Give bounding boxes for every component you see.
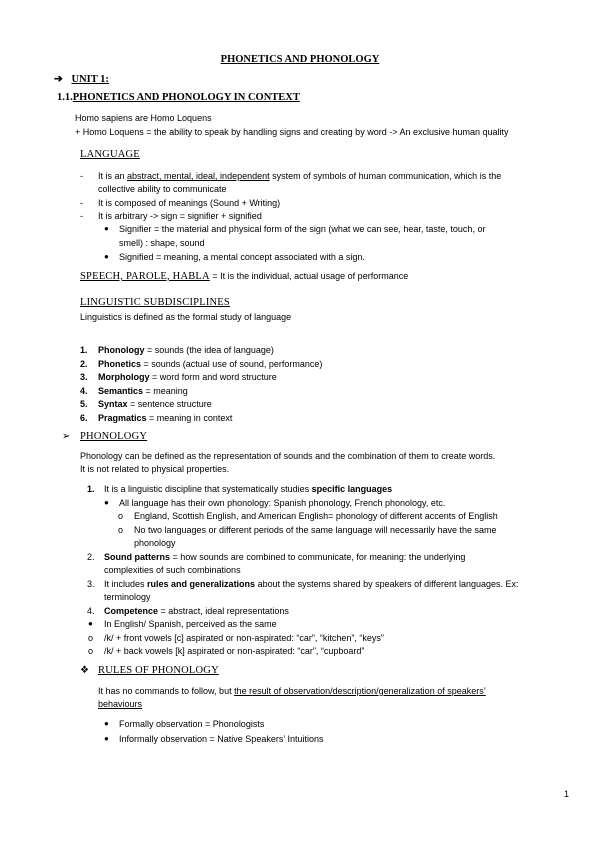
language-item-1: It is an abstract, mental, ideal, independent system of symbols of human communication, which is the — [98, 171, 502, 181]
signifier-item-cont: smell) : shape, sound — [119, 238, 205, 248]
phonology-point-4: Competence = abstract, ideal representations — [104, 606, 289, 616]
rules-heading: RULES OF PHONOLOGY — [98, 665, 219, 676]
subdiscipline-item: 5. Syntax = sentence structure — [80, 399, 212, 409]
section-heading — [57, 92, 300, 104]
dash-bullet: - — [80, 198, 83, 208]
phonology-point-2: Sound patterns = how sounds are combined to communicate, for meaning: the underlying — [104, 552, 466, 562]
language-item-2: It is composed of meanings (Sound + Writing) — [98, 198, 281, 208]
list-number: 1. — [87, 484, 95, 494]
subdiscipline-item: 4. Semantics = meaning — [80, 386, 188, 396]
circle-bullet-icon: o — [118, 525, 124, 535]
language-item-1-cont: collective ability to communicate — [98, 184, 227, 194]
dash-bullet: - — [80, 171, 83, 181]
diamond-bullet-icon: ❖ — [80, 665, 89, 676]
phonology-point-1-sub: All language has their own phonology: Spanish phonology, French phonology, etc. — [119, 498, 446, 508]
section-title: PHONETICS AND PHONOLOGY IN CONTEXT — [72, 92, 300, 103]
phonology-point-2-cont: complexities of such combinations — [104, 565, 241, 575]
circle-bullet-icon: o — [88, 646, 94, 656]
rules-text: It has no commands to follow, but the result of observation/description/generalization of speakers’ — [98, 686, 486, 696]
speech-heading: SPEECH, PAROLE, HABLA — [80, 271, 210, 282]
arrow-right-icon: ➔ — [54, 74, 63, 85]
accents-item: England, Scottish English, and American English= phonology of different accents of English — [134, 511, 498, 521]
language-item-3: It is arbitrary -> sign = signifier + signified — [98, 211, 262, 221]
languages-item-cont: phonology — [134, 538, 176, 548]
bullet-icon: ● — [104, 719, 109, 728]
bullet-icon: ● — [104, 252, 109, 261]
phonology-point-3-cont: terminology — [104, 592, 151, 602]
formal-observation-item: Formally observation = Phonologists — [119, 719, 265, 729]
unit-heading — [54, 74, 109, 86]
page-number: 1 — [564, 789, 570, 799]
rules-text-cont: behaviours — [98, 699, 143, 709]
bullet-icon: ● — [104, 734, 109, 743]
list-number: 2. — [87, 552, 95, 562]
subdiscipline-item: 3. Morphology = word form and word structure — [80, 372, 277, 382]
intro-line-2: + Homo Loquens = the ability to speak by handling signs and creating by word -> An exclusive human quality — [75, 127, 509, 137]
subdiscipline-item: 2. Phonetics = sounds (actual use of sound, performance) — [80, 359, 323, 369]
phonology-heading: PHONOLOGY — [80, 431, 148, 442]
list-number: 3. — [87, 579, 95, 589]
language-heading: LANGUAGE — [80, 149, 140, 160]
informal-observation-item: Informally observation = Native Speakers’ Intuitions — [119, 734, 324, 744]
subdisciplines-heading: LINGUISTIC SUBDISCIPLINES — [80, 297, 230, 308]
section-number: 1.1. — [57, 92, 73, 103]
circle-bullet-icon: o — [88, 633, 94, 643]
page-title: PHONETICS AND PHONOLOGY — [220, 54, 380, 65]
languages-item: No two languages or different periods of the same language will necessarily have the same — [134, 525, 497, 535]
dash-bullet: - — [80, 211, 83, 221]
bullet-icon: ● — [104, 498, 109, 507]
speech-line: SPEECH, PAROLE, HABLA = It is the individual, actual usage of performance — [80, 271, 409, 282]
subdiscipline-item: 6. Pragmatics = meaning in context — [80, 413, 233, 423]
list-number: 4. — [87, 606, 95, 616]
subdisciplines-intro: Linguistics is defined as the formal study of language — [80, 312, 292, 322]
bullet-icon: ● — [104, 224, 109, 233]
subdiscipline-item: 1. Phonology = sounds (the idea of language) — [80, 345, 274, 355]
signifier-item: Signifier = the material and physical form of the sign (what we can see, hear, taste, touch, or — [119, 224, 486, 234]
arrowhead-bullet-icon: ➢ — [62, 431, 71, 442]
bullet-icon: ● — [88, 619, 93, 628]
back-vowels-item: /k/ + back vowels [k] aspirated or non-aspirated: “car”, “cupboard” — [104, 646, 365, 656]
phonology-desc-2: It is not related to physical properties. — [80, 464, 230, 474]
unit-label: UNIT 1: — [71, 74, 109, 85]
circle-bullet-icon: o — [118, 511, 124, 521]
phonology-point-1: It is a linguistic discipline that systematically studies specific languages — [104, 484, 393, 494]
phonology-desc-1: Phonology can be defined as the representation of sounds and the combination of them to create words. — [80, 451, 496, 461]
intro-line-1: Homo sapiens are Homo Loquens — [75, 113, 212, 123]
front-vowels-item: /k/ + front vowels [c] aspirated or non-aspirated: “car”, “kitchen”, “keys” — [104, 633, 384, 643]
phonology-point-5: In English/ Spanish, perceived as the same — [104, 619, 277, 629]
phonology-point-3: It includes rules and generalizations about the systems shared by speakers of different languages. Ex: — [104, 579, 519, 589]
signified-item: Signified = meaning, a mental concept associated with a sign. — [119, 252, 365, 262]
